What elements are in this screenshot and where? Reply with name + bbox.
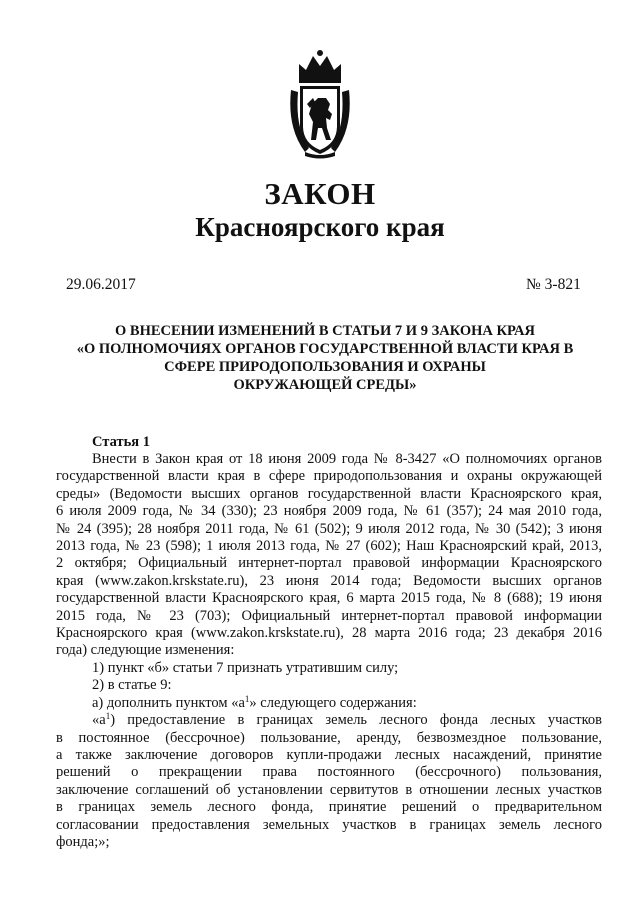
quoted-line: фонда;»; <box>56 833 110 850</box>
list-item-2: 2) в статье 9: <box>92 677 172 694</box>
article-title: Статья 1 <box>92 434 150 450</box>
quoted-line <box>56 712 602 729</box>
sub-item-a-tail: » следующего содержания: <box>249 694 417 711</box>
sub-item-a <box>56 695 602 712</box>
law-number: № 3-821 <box>526 276 581 293</box>
quoted-line: решений о прекращении права постоянного (бессрочного) пользования, <box>56 764 602 781</box>
heading-line: СФЕРЕ ПРИРОДОПОЛЬЗОВАНИЯ И ОХРАНЫ <box>164 359 486 375</box>
heading-line: О ВНЕСЕНИИ ИЗМЕНЕНИЙ В СТАТЬИ 7 И 9 ЗАКОНА КРАЯ <box>115 323 535 339</box>
body-line: государственной власти Красноярского края, 6 марта 2015 года, № 8 (688); 19 июня <box>56 590 602 607</box>
sub-item-a-text: а) дополнить пунктом «а <box>92 694 245 711</box>
quote-first-line: ) предоставление в границах земель лесного фонда лесных участков <box>110 712 602 729</box>
sub-item-a-superscript: 1 <box>244 693 250 704</box>
body-line: края (www.zakon.krskstate.ru), 23 июня 2014 года; Ведомости высших органов <box>56 572 602 589</box>
article-body <box>56 451 602 851</box>
heading-line: «О ПОЛНОМОЧИЯХ ОРГАНОВ ГОСУДАРСТВЕННОЙ ВЛАСТИ КРАЯ В <box>76 341 574 357</box>
list-item-1: 1) пункт «б» статьи 7 признать утратившим силу; <box>92 659 399 676</box>
quoted-line: в границах земель лесного фонда, принятие решений о предварительном <box>56 799 602 816</box>
quoted-line: согласовании предоставления земельных участков в границах земель лесного <box>56 816 602 833</box>
body-line: 6 июля 2009 года, № 34 (330); 23 ноября 2009 года, № 61 (357); 24 мая 2010 года, <box>56 503 602 520</box>
body-line: среды» (Ведомости высших органов государственной власти Красноярского края, <box>56 485 602 502</box>
law-date: 29.06.2017 <box>66 276 136 293</box>
quote-open: «а <box>92 712 106 729</box>
law-heading <box>60 322 590 394</box>
quoted-line: заключение соглашений об установлении сервитутов в отношении лесных участков <box>56 781 602 798</box>
body-line: № 24 (395); 28 ноября 2011 года, № 61 (502); 9 июля 2012 года, № 30 (542); 3 июня <box>56 520 602 537</box>
heading-line: ОКРУЖАЮЩЕЙ СРЕДЫ» <box>233 377 417 393</box>
law-subtitle: Красноярского края <box>195 212 445 242</box>
body-line: Внести в Закон края от 18 июня 2009 года № 8-3427 «О полномочиях органов <box>92 451 602 467</box>
quoted-line: а также заключение договоров купли-продажи лесных насаждений, принятие <box>56 746 602 763</box>
body-line: 2 октября; Официальный интернет-портал правовой информации Красноярского <box>56 555 602 572</box>
body-line: 2015 года, № 23 (703); Официальный интернет-портал правовой информации <box>56 607 602 624</box>
coat-of-arms-emblem <box>285 48 355 160</box>
quote-superscript: 1 <box>105 711 111 722</box>
body-line: государственной власти края в сфере природопользования и охраны окружающей <box>56 468 602 485</box>
body-line: 2013 года, № 23 (598); 1 июля 2013 года, № 27 (602); Наш Красноярский край, 2013, <box>56 538 602 555</box>
body-line: года) следующие изменения: <box>56 642 235 659</box>
body-line: Красноярского края (www.zakon.krskstate.ru), 28 марта 2016 года; 23 декабря 2016 <box>56 625 602 642</box>
quoted-line: в постоянное (бессрочное) пользование, аренду, безвозмездное пользование, <box>56 729 602 746</box>
law-title: ЗАКОН <box>264 176 376 211</box>
